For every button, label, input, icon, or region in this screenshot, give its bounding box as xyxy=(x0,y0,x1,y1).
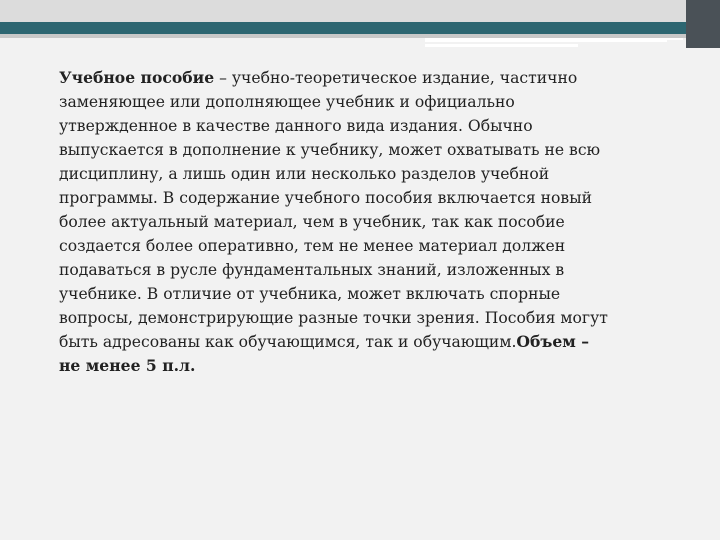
corner-dark-block xyxy=(686,0,720,48)
volume-label: Объем – xyxy=(516,332,590,351)
slide-body-text xyxy=(59,66,679,378)
text-line: утвержденное в качестве данного вида издания. Обычно xyxy=(59,117,533,135)
line-text: – учебно-теоретическое издание, частично xyxy=(214,69,578,87)
text-line: заменяющее или дополняющее учебник и официально xyxy=(59,93,515,111)
text-line: создается более оперативно, тем не менее материал должен xyxy=(59,237,566,255)
header-white-line-3 xyxy=(667,38,683,40)
header-teal-bar xyxy=(0,22,720,34)
text-line: учебнике. В отличие от учебника, может включать спорные xyxy=(59,285,561,303)
volume-value: не менее 5 п.л. xyxy=(59,356,196,375)
text-line xyxy=(59,330,679,354)
text-line: дисциплину, а лишь один или несколько разделов учебной xyxy=(59,165,550,183)
text-line: подаваться в русле фундаментальных знаний, изложенных в xyxy=(59,261,565,279)
header-white-line-1 xyxy=(425,38,667,42)
line-text: быть адресованы как обучающимся, так и обучающим. xyxy=(59,333,517,351)
header-white-line-2 xyxy=(425,44,578,47)
text-line: вопросы, демонстрирующие разные точки зрения. Пособия могут xyxy=(59,309,608,327)
text-line: выпускается в дополнение к учебнику, может охватывать не всю xyxy=(59,141,601,159)
text-line xyxy=(59,66,679,90)
header-band xyxy=(0,0,720,22)
text-line: более актуальный материал, чем в учебник, так как пособие xyxy=(59,213,565,231)
text-line: программы. В содержание учебного пособия включается новый xyxy=(59,189,592,207)
term-heading: Учебное пособие xyxy=(59,68,215,87)
